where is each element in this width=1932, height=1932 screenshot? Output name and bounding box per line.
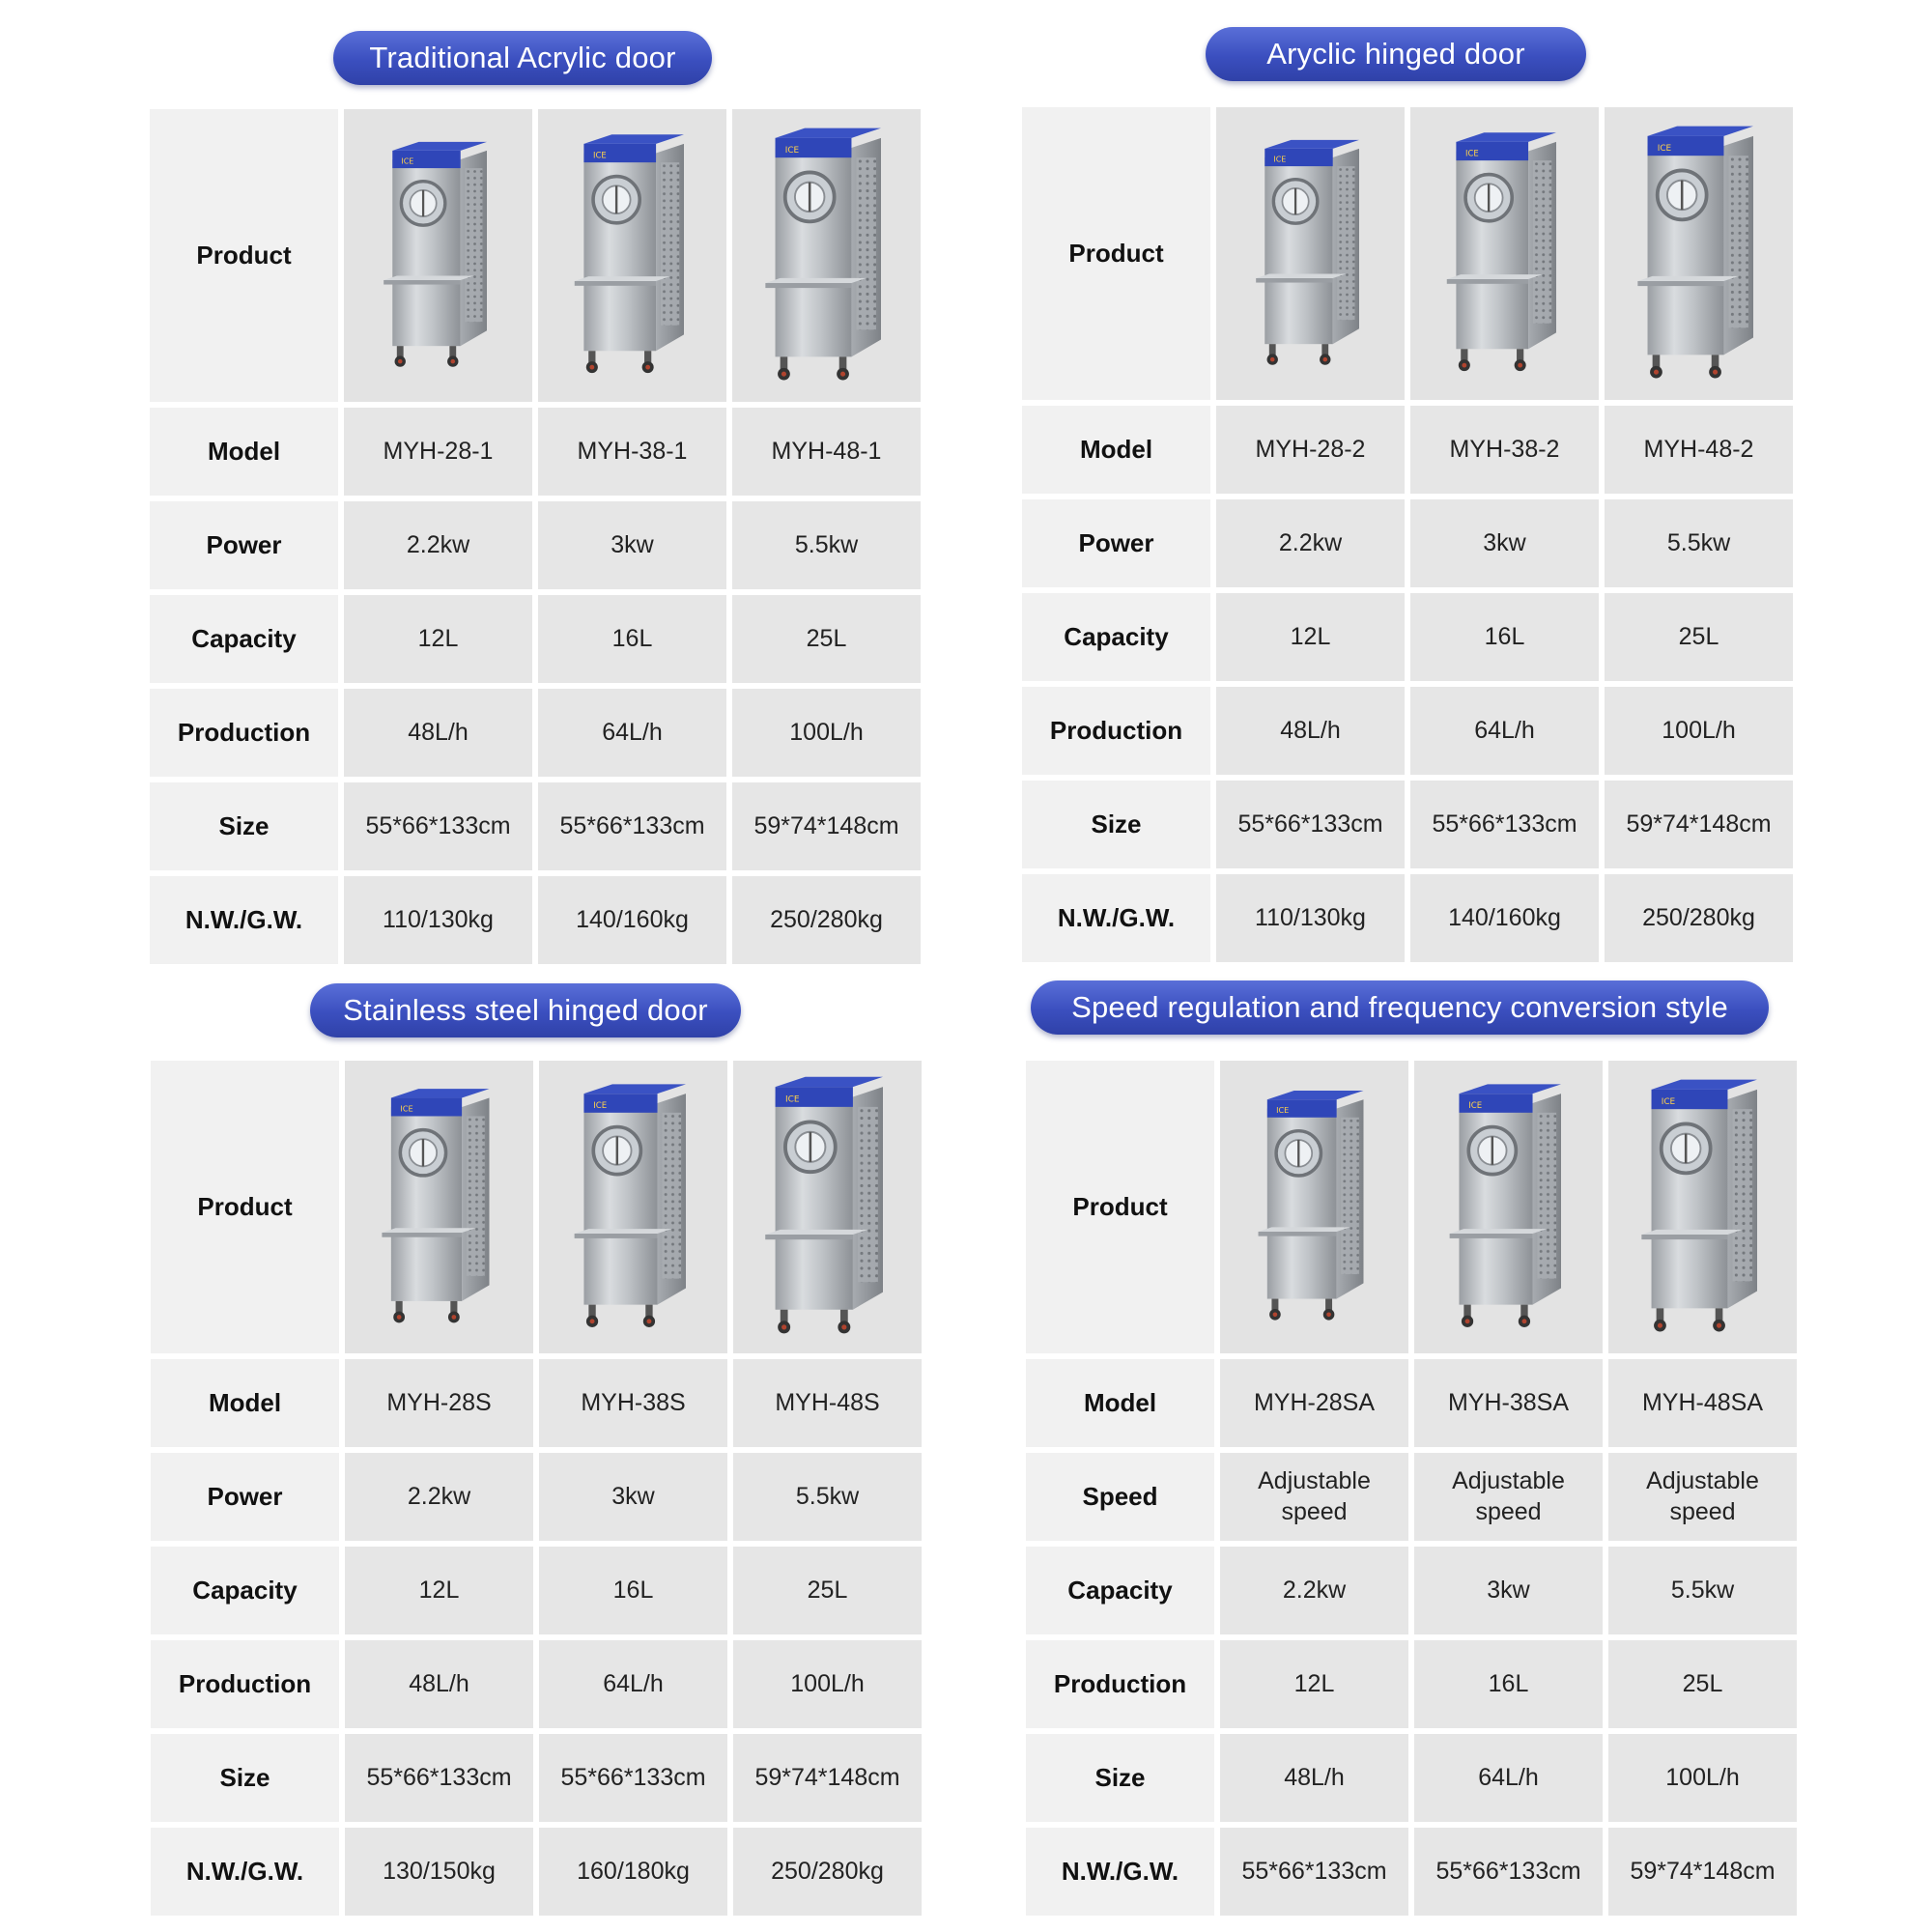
product-image-cell [539, 1061, 727, 1353]
size-value: 100L/h [1608, 1734, 1797, 1822]
power-value: 5.5kw [1605, 499, 1793, 587]
power-value: 3kw [1410, 499, 1599, 587]
capacity-value: 3kw [1414, 1547, 1603, 1634]
product-image-cell [1605, 107, 1793, 400]
row-label-power: Power [150, 501, 338, 589]
row-label-size: Size [1026, 1734, 1214, 1822]
power-value: 2.2kw [344, 501, 532, 589]
speed-value: Adjustable speed [1608, 1453, 1797, 1541]
product-image-cell [538, 109, 726, 402]
section-title: Stainless steel hinged door [310, 983, 741, 1037]
product-image-cell [733, 1061, 922, 1353]
production-value: 64L/h [538, 689, 726, 777]
size-value: 48L/h [1220, 1734, 1408, 1822]
ice-cream-machine-acrylic-door-image [361, 135, 516, 377]
model-value: MYH-48S [733, 1359, 922, 1447]
model-value: MYH-38-1 [538, 408, 726, 496]
row-label-capacity: Capacity [1022, 593, 1210, 681]
production-value: 25L [1608, 1640, 1797, 1728]
capacity-value: 2.2kw [1220, 1547, 1408, 1634]
production-value: 100L/h [732, 689, 921, 777]
ice-cream-machine-hinged-door-image [1612, 119, 1786, 389]
weight-value: 110/130kg [344, 876, 532, 964]
capacity-value: 25L [732, 595, 921, 683]
row-label-size: Size [1022, 781, 1210, 868]
ice-cream-machine-hinged-door-image [1234, 133, 1388, 375]
product-image-cell [732, 109, 921, 402]
size-value: 59*74*148cm [733, 1734, 922, 1822]
model-value: MYH-38-2 [1410, 406, 1599, 494]
size-value: 55*66*133cm [539, 1734, 727, 1822]
row-label-speed: Speed [1026, 1453, 1214, 1541]
row-label-model: Model [1022, 406, 1210, 494]
weight-value: 140/160kg [1410, 874, 1599, 962]
section-title: Speed regulation and frequency conversion style [1031, 980, 1769, 1035]
production-value: 48L/h [1216, 687, 1405, 775]
production-value: 64L/h [539, 1640, 727, 1728]
production-value: 16L [1414, 1640, 1603, 1728]
capacity-value: 16L [539, 1547, 727, 1634]
model-value: MYH-28S [345, 1359, 533, 1447]
product-image-cell [1410, 107, 1599, 400]
power-value: 2.2kw [1216, 499, 1405, 587]
power-value: 5.5kw [732, 501, 921, 589]
row-label-weight: N.W./G.W. [1026, 1828, 1214, 1916]
weight-value: 250/280kg [1605, 874, 1793, 962]
size-value: 55*66*133cm [538, 782, 726, 870]
ice-cream-machine-steel-door-image [1426, 1077, 1592, 1338]
product-image-cell [1220, 1061, 1408, 1353]
product-image-cell [1414, 1061, 1603, 1353]
size-value: 55*66*133cm [1216, 781, 1405, 868]
weight-value: 250/280kg [733, 1828, 922, 1916]
weight-value: 55*66*133cm [1220, 1828, 1408, 1916]
row-label-production: Production [1026, 1640, 1214, 1728]
weight-value: 110/130kg [1216, 874, 1405, 962]
production-value: 12L [1220, 1640, 1408, 1728]
row-label-capacity: Capacity [151, 1547, 339, 1634]
row-label-product: Product [1022, 107, 1210, 400]
capacity-value: 25L [733, 1547, 922, 1634]
production-value: 64L/h [1410, 687, 1599, 775]
capacity-value: 16L [538, 595, 726, 683]
row-label-production: Production [151, 1640, 339, 1728]
capacity-value: 12L [1216, 593, 1405, 681]
product-image-cell [345, 1061, 533, 1353]
size-value: 55*66*133cm [345, 1734, 533, 1822]
weight-value: 160/180kg [539, 1828, 727, 1916]
capacity-value: 12L [344, 595, 532, 683]
power-value: 3kw [539, 1453, 727, 1541]
model-value: MYH-48-2 [1605, 406, 1793, 494]
ice-cream-machine-steel-door-image [551, 1077, 717, 1338]
weight-value: 59*74*148cm [1608, 1828, 1797, 1916]
ice-cream-machine-acrylic-door-image [551, 128, 715, 384]
row-label-size: Size [150, 782, 338, 870]
model-value: MYH-48SA [1608, 1359, 1797, 1447]
size-value: 55*66*133cm [344, 782, 532, 870]
row-label-size: Size [151, 1734, 339, 1822]
row-label-production: Production [150, 689, 338, 777]
capacity-value: 5.5kw [1608, 1547, 1797, 1634]
power-value: 2.2kw [345, 1453, 533, 1541]
size-value: 59*74*148cm [732, 782, 921, 870]
row-label-model: Model [150, 408, 338, 496]
weight-value: 55*66*133cm [1414, 1828, 1603, 1916]
product-image-cell [1608, 1061, 1797, 1353]
capacity-value: 16L [1410, 593, 1599, 681]
section-title: Aryclic hinged door [1206, 27, 1586, 81]
ice-cream-machine-hinged-door-image [1423, 126, 1587, 382]
speed-value: Adjustable speed [1220, 1453, 1408, 1541]
ice-cream-machine-steel-door-image [741, 1069, 915, 1345]
ice-cream-machine-steel-door-image [359, 1082, 519, 1333]
row-label-product: Product [150, 109, 338, 402]
row-label-production: Production [1022, 687, 1210, 775]
ice-cream-machine-steel-door-image [1616, 1072, 1790, 1343]
model-value: MYH-28-2 [1216, 406, 1405, 494]
row-label-weight: N.W./G.W. [151, 1828, 339, 1916]
row-label-product: Product [1026, 1061, 1214, 1353]
row-label-product: Product [151, 1061, 339, 1353]
product-image-cell [344, 109, 532, 402]
model-value: MYH-38SA [1414, 1359, 1603, 1447]
speed-value: Adjustable speed [1414, 1453, 1603, 1541]
size-value: 59*74*148cm [1605, 781, 1793, 868]
row-label-model: Model [1026, 1359, 1214, 1447]
capacity-value: 25L [1605, 593, 1793, 681]
size-value: 64L/h [1414, 1734, 1603, 1822]
row-label-capacity: Capacity [150, 595, 338, 683]
section-title: Traditional Acrylic door [333, 31, 712, 85]
size-value: 55*66*133cm [1410, 781, 1599, 868]
model-value: MYH-28-1 [344, 408, 532, 496]
production-value: 48L/h [345, 1640, 533, 1728]
power-value: 3kw [538, 501, 726, 589]
row-label-model: Model [151, 1359, 339, 1447]
row-label-weight: N.W./G.W. [150, 876, 338, 964]
row-label-power: Power [1022, 499, 1210, 587]
power-value: 5.5kw [733, 1453, 922, 1541]
row-label-capacity: Capacity [1026, 1547, 1214, 1634]
capacity-value: 12L [345, 1547, 533, 1634]
production-value: 100L/h [1605, 687, 1793, 775]
weight-value: 250/280kg [732, 876, 921, 964]
ice-cream-machine-steel-door-image [1235, 1084, 1394, 1330]
model-value: MYH-48-1 [732, 408, 921, 496]
row-label-power: Power [151, 1453, 339, 1541]
weight-value: 130/150kg [345, 1828, 533, 1916]
ice-cream-machine-acrylic-door-image [740, 121, 914, 391]
row-label-weight: N.W./G.W. [1022, 874, 1210, 962]
model-value: MYH-28SA [1220, 1359, 1408, 1447]
model-value: MYH-38S [539, 1359, 727, 1447]
production-value: 48L/h [344, 689, 532, 777]
product-image-cell [1216, 107, 1405, 400]
weight-value: 140/160kg [538, 876, 726, 964]
production-value: 100L/h [733, 1640, 922, 1728]
